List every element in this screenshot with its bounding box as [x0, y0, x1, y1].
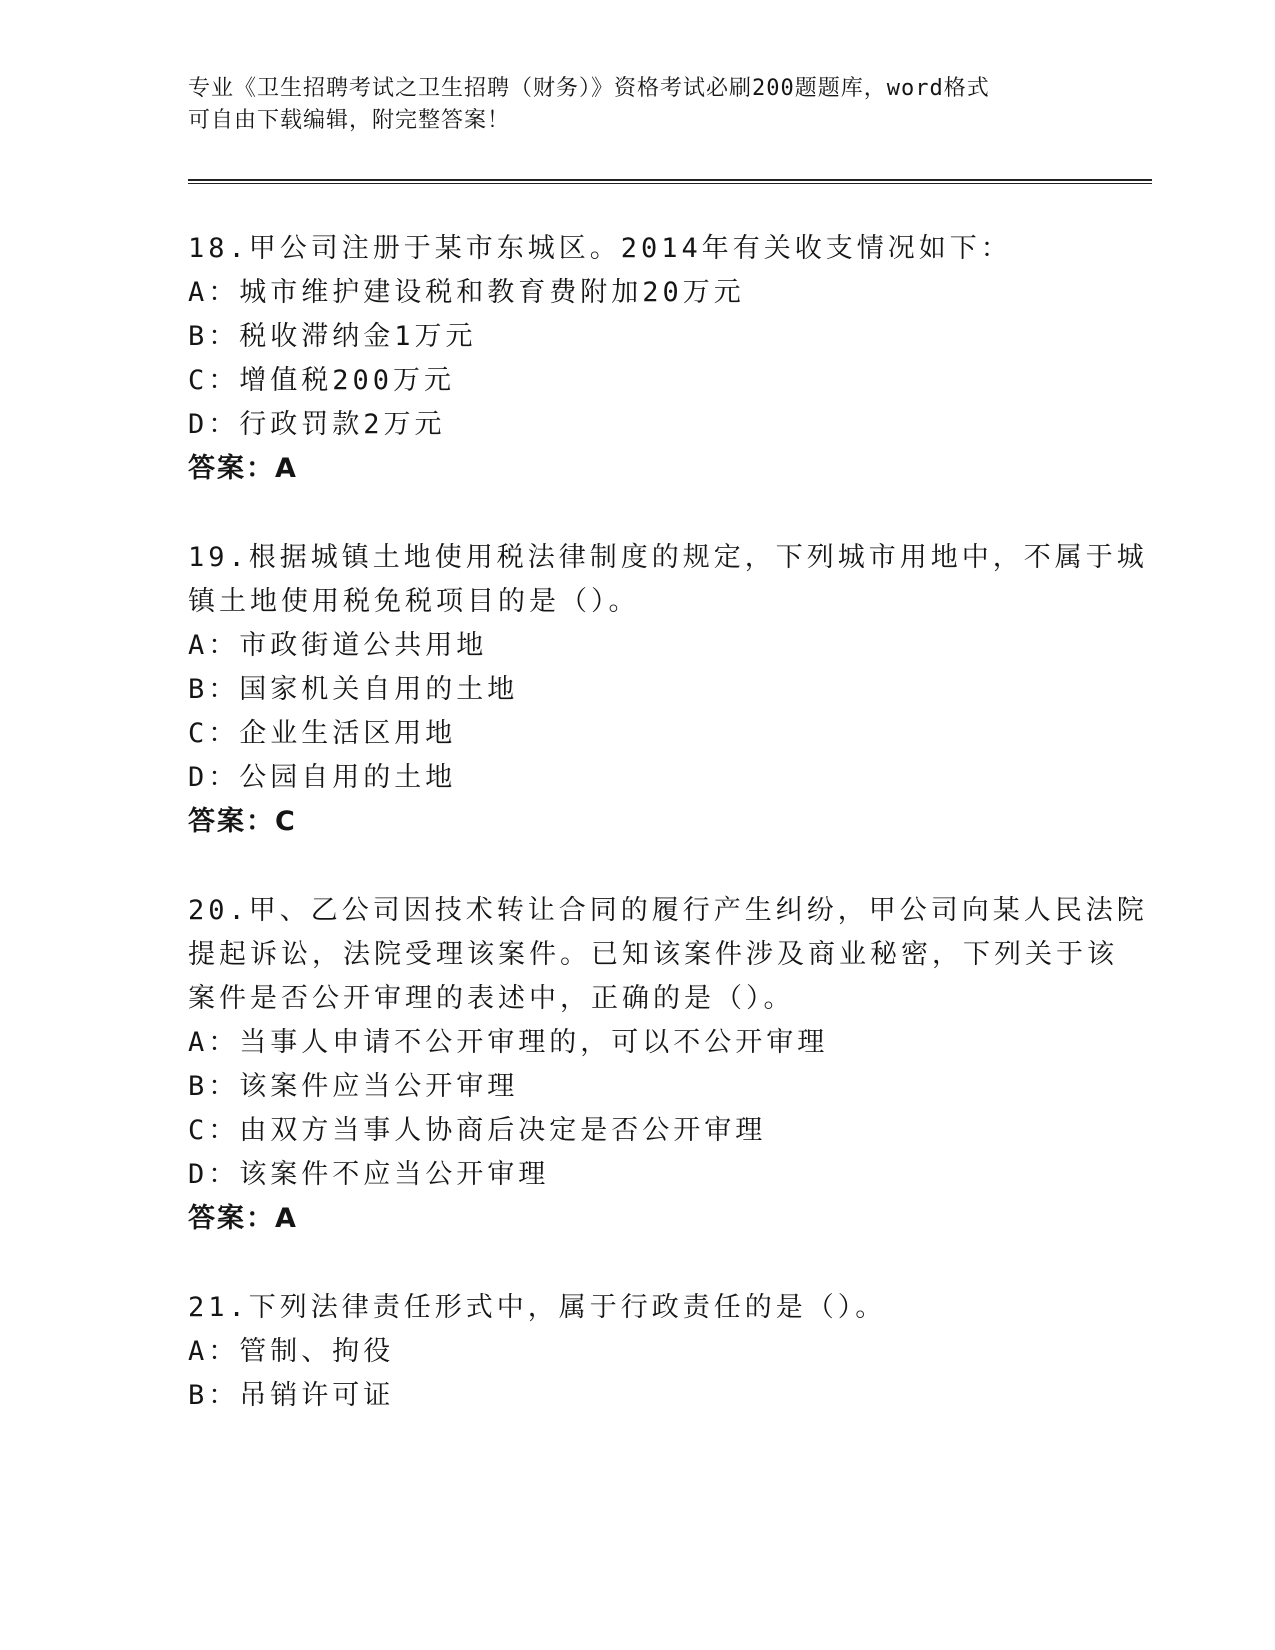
question-18-option-b: B：税收滞纳金1万元 [188, 321, 477, 352]
question-20-option-d: D：该案件不应当公开审理 [188, 1159, 550, 1190]
question-18-option-a: A：城市维护建设税和教育费附加20万元 [188, 277, 745, 308]
question-20-option-a: A：当事人申请不公开审理的，可以不公开审理 [188, 1027, 829, 1058]
question-20-option-b: B：该案件应当公开审理 [188, 1071, 519, 1102]
question-18-answer: 答案：A [188, 453, 298, 484]
question-19-stem-line-2: 镇土地使用税免税项目的是（）。 [188, 586, 640, 617]
question-19-option-a: A：市政街道公共用地 [188, 630, 488, 661]
question-19-option-d: D：公园自用的土地 [188, 762, 457, 793]
question-19-option-c: C：企业生活区用地 [188, 718, 457, 749]
header-divider-thick [188, 179, 1152, 181]
question-19-stem-line-1: 19.根据城镇土地使用税法律制度的规定，下列城市用地中，不属于城 [188, 542, 1148, 573]
question-18-option-c: C：增值税200万元 [188, 365, 456, 396]
question-19-option-b: B：国家机关自用的土地 [188, 674, 519, 705]
question-20-stem-line-3: 案件是否公开审理的表述中，正确的是（）。 [188, 983, 795, 1014]
question-18-option-d: D：行政罚款2万元 [188, 409, 446, 440]
question-20-stem-line-1: 20.甲、乙公司因技术转让合同的履行产生纠纷，甲公司向某人民法院 [188, 895, 1148, 926]
header-line-1: 专业《卫生招聘考试之卫生招聘（财务）》资格考试必刷200题题库，word格式 [188, 76, 990, 101]
question-20-option-c: C：由双方当事人协商后决定是否公开审理 [188, 1115, 767, 1146]
header-divider-thin [188, 183, 1152, 184]
document-header [188, 73, 1088, 137]
question-21-option-a: A：管制、拘役 [188, 1336, 395, 1367]
question-19-answer: 答案：C [188, 806, 297, 837]
question-20-stem-line-2: 提起诉讼，法院受理该案件。已知该案件涉及商业秘密，下列关于该 [188, 939, 1118, 970]
question-18-stem-line-1: 18.甲公司注册于某市东城区。2014年有关收支情况如下： [188, 233, 1012, 264]
question-21-stem-line-1: 21.下列法律责任形式中，属于行政责任的是（）。 [188, 1292, 887, 1323]
question-20-answer: 答案：A [188, 1203, 298, 1234]
header-line-2: 可自由下载编辑，附完整答案！ [188, 108, 511, 133]
question-21-option-b: B：吊销许可证 [188, 1380, 395, 1411]
